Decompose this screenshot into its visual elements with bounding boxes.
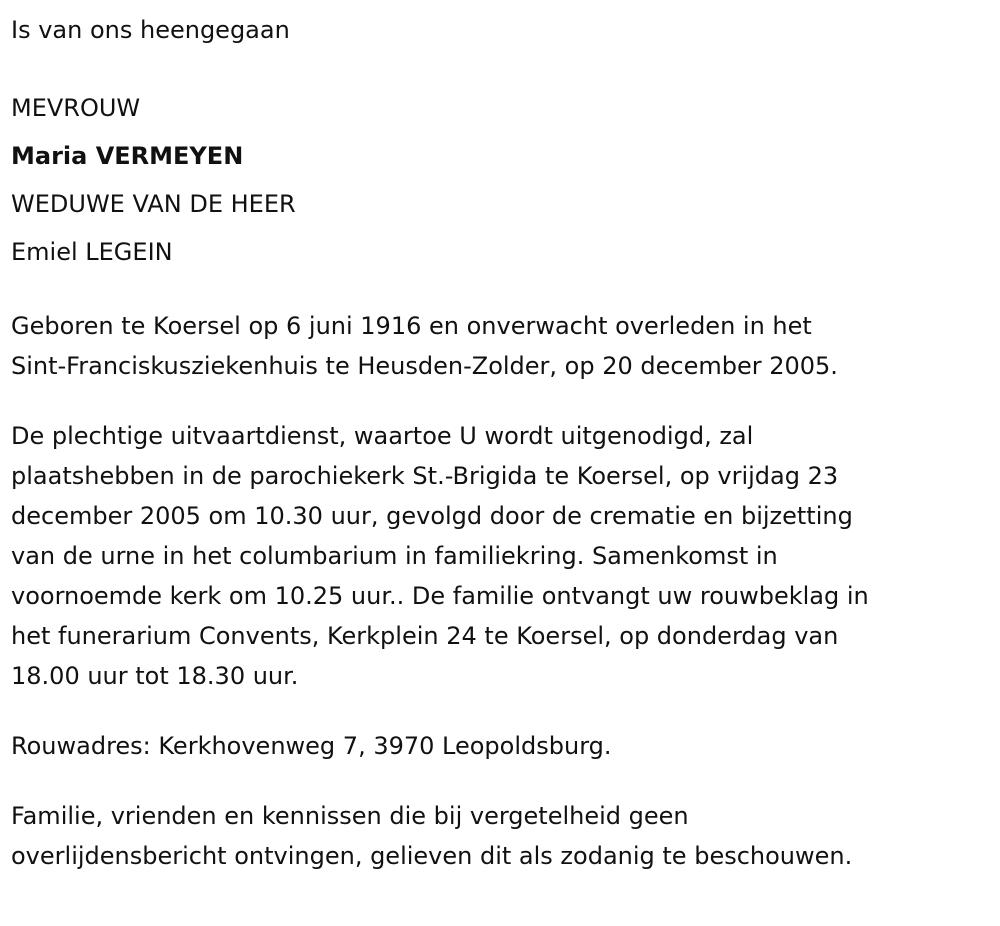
paragraph-line: van de urne in het columbarium in familiekring. Samenkomst in	[11, 542, 778, 570]
paragraph-family-note	[11, 796, 1000, 876]
paragraph-line: overlijdensbericht ontvingen, gelieven dit als zodanig te beschouwen.	[11, 842, 853, 870]
paragraph-line: 18.00 uur tot 18.30 uur.	[11, 662, 299, 690]
deceased-name: Maria VERMEYEN	[11, 142, 244, 170]
paragraph-line: plaatshebben in de parochiekerk St.-Brigida te Koersel, op vrijdag 23	[11, 462, 839, 490]
title-text: MEVROUW	[11, 94, 141, 122]
paragraph-line: Familie, vrienden en kennissen die bij vergetelheid geen	[11, 802, 689, 830]
paragraph-line: Geboren te Koersel op 6 juni 1916 en onverwacht overleden in het	[11, 312, 812, 340]
widow-label: WEDUWE VAN DE HEER	[11, 190, 296, 218]
paragraph-line: De plechtige uitvaartdienst, waartoe U wordt uitgenodigd, zal	[11, 422, 754, 450]
paragraph-mourning-address	[11, 726, 1000, 766]
intro-text: Is van ons heengegaan	[11, 16, 290, 44]
paragraph-line: Sint-Franciskusziekenhuis te Heusden-Zolder, op 20 december 2005.	[11, 352, 838, 380]
spouse-name: Emiel LEGEIN	[11, 238, 173, 266]
paragraph-funeral-service	[11, 416, 1000, 696]
paragraph-line: voornoemde kerk om 10.25 uur.. De familie ontvangt uw rouwbeklag in	[11, 582, 869, 610]
paragraph-line: het funerarium Convents, Kerkplein 24 te Koersel, op donderdag van	[11, 622, 839, 650]
paragraph-line: december 2005 om 10.30 uur, gevolgd door de crematie en bijzetting	[11, 502, 853, 530]
paragraph-birth-death	[11, 306, 1000, 386]
paragraph-line: Rouwadres: Kerkhovenweg 7, 3970 Leopoldsburg.	[11, 732, 612, 760]
